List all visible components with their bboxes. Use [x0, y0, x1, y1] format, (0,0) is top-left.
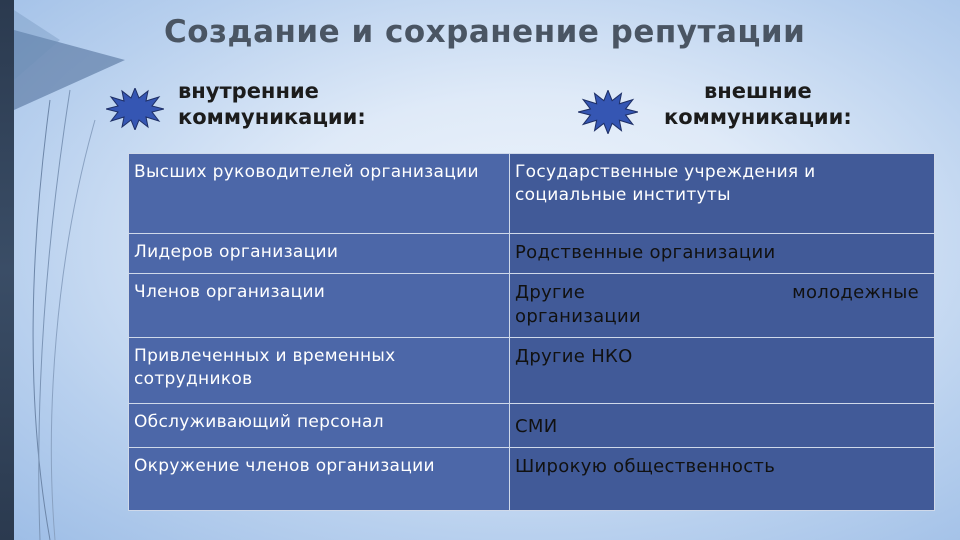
external-heading-line1: внешние	[703, 79, 812, 103]
internal-heading-line1: внутренние	[178, 79, 319, 103]
table-row	[129, 448, 935, 511]
internal-cell: Окружение членов организации	[129, 448, 510, 511]
decorative-lines	[0, 0, 140, 540]
table-row	[129, 154, 935, 234]
external-heading-line2: коммуникации:	[664, 105, 852, 130]
table-row	[129, 274, 935, 338]
page-title: Создание и сохранение репутации	[164, 14, 806, 50]
external-cell-line: организации	[515, 306, 641, 328]
star-burst-icon	[106, 88, 164, 130]
star-burst-icon	[578, 90, 638, 134]
internal-cell: Членов организации	[129, 274, 510, 338]
internal-heading-line2: коммуникации:	[178, 105, 366, 130]
external-cell: Государственные учреждения и социальные институты	[510, 154, 935, 234]
internal-cell: Высших руководителей организации	[129, 154, 510, 234]
internal-communications-heading	[178, 78, 366, 131]
external-cell: СМИ	[510, 404, 935, 448]
internal-cell: Привлеченных и временных сотрудников	[129, 338, 510, 404]
external-cell-word: Другие	[515, 282, 586, 303]
external-cell-word: молодежные	[792, 282, 919, 303]
table-row	[129, 404, 935, 448]
external-cell: Другие НКО	[510, 338, 935, 404]
external-communications-heading	[664, 78, 852, 131]
table-row	[129, 234, 935, 274]
external-cell: Родственные организации	[510, 234, 935, 274]
communications-table	[128, 153, 935, 511]
internal-cell: Обслуживающий персонал	[129, 404, 510, 448]
internal-cell: Лидеров организации	[129, 234, 510, 274]
external-cell: Широкую общественность	[510, 448, 935, 511]
table-row	[129, 338, 935, 404]
external-cell	[510, 274, 935, 338]
